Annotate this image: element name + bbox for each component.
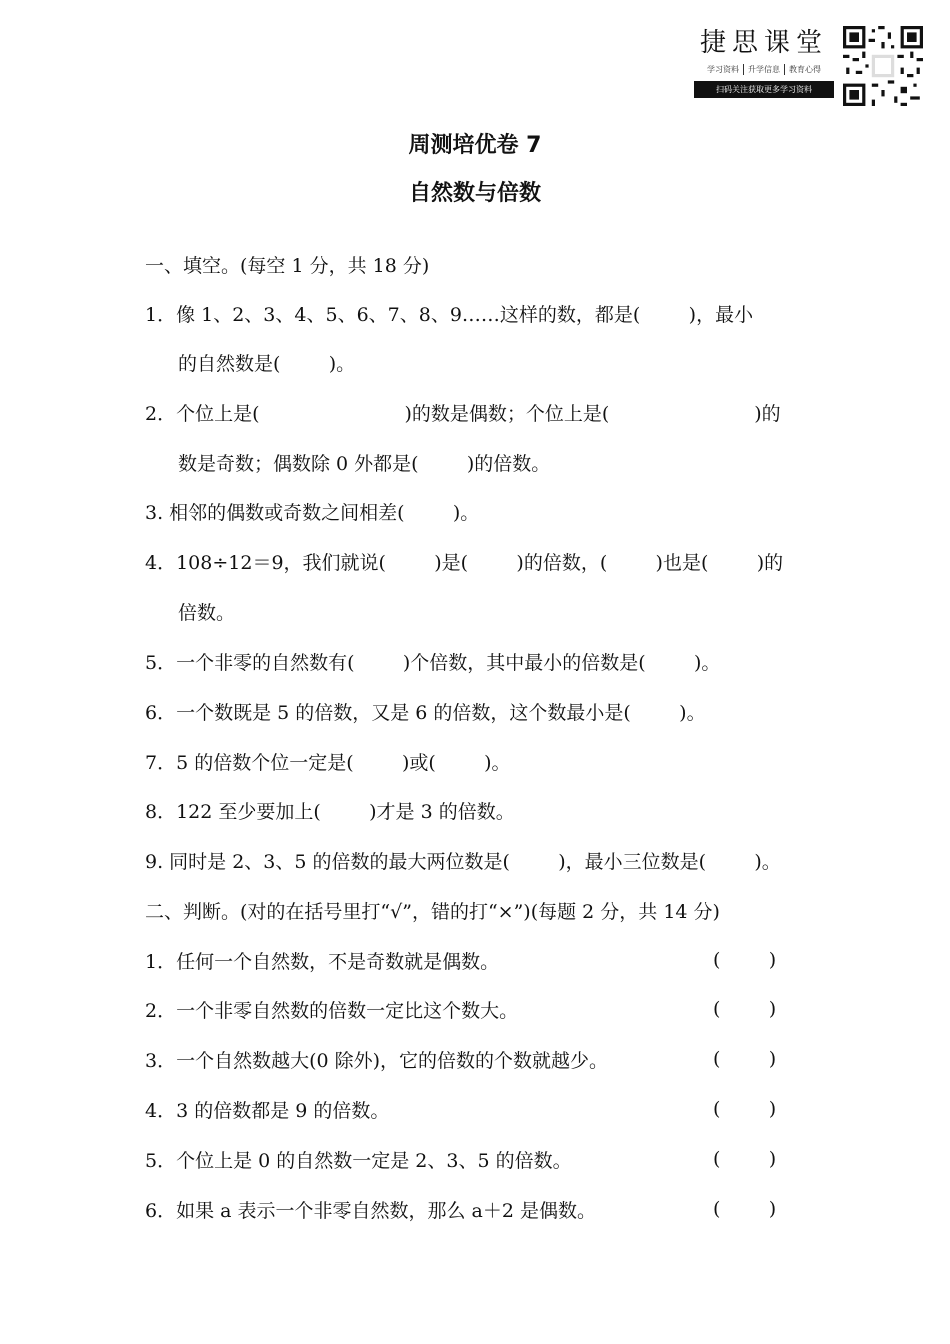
page-subtitle: 自然数与倍数 [408,181,541,206]
question-1-cont: 的自然数是( )。 [178,353,356,375]
question-7: 7．5 的倍数个位一定是( )或( )。 [145,752,511,774]
brand-logo [694,28,834,98]
question-8: 8．122 至少要加上( )才是 3 的倍数。 [145,801,515,823]
question-1: 1．像 1、2、3、4、5、6、7、8、9……这样的数，都是( )，最小 [145,304,754,326]
question-4: 4．108÷12＝9，我们就说( )是( )的倍数，( )也是( )的 [145,552,784,574]
answer-paren[interactable]: ( ) [713,1198,777,1220]
question-9: 9. 同时是 2、3、5 的倍数的最大两位数是( )，最小三位数是( )。 [145,851,781,873]
section2-heading: 二、判断。(对的在括号里打“√”，错的打“×”)(每题 2 分，共 14 分) [145,901,720,923]
qr-code-icon [843,26,923,106]
brand-tag: 学习资料 [707,65,739,74]
answer-paren[interactable]: ( ) [713,1098,777,1120]
brand-tags [694,64,834,75]
brand-tag: 教育心得 [784,64,825,75]
answer-paren[interactable]: ( ) [713,998,777,1020]
answer-paren[interactable]: ( ) [713,949,777,971]
judge-question-4: 4．3 的倍数都是 9 的倍数。 [145,1100,390,1122]
page-title: 周测培优卷 7 [408,133,542,158]
question-5: 5．一个非零的自然数有( )个倍数，其中最小的倍数是( )。 [145,652,721,674]
question-4-cont: 倍数。 [178,602,236,624]
question-2-cont: 数是奇数；偶数除 0 外都是( )的倍数。 [178,453,551,475]
judge-question-1: 1．任何一个自然数，不是奇数就是偶数。 [145,951,500,973]
question-3: 3. 相邻的偶数或奇数之间相差( )。 [145,502,480,524]
brand-name: 捷思课堂 [699,28,828,58]
brand-slogan: 扫码关注获取更多学习资料 [694,81,834,98]
judge-question-6: 6．如果 a 表示一个非零自然数，那么 a＋2 是偶数。 [145,1200,596,1222]
section1-heading: 一、填空。(每空 1 分，共 18 分) [145,255,430,277]
judge-question-3: 3．一个自然数越大(0 除外)，它的倍数的个数就越少。 [145,1050,609,1072]
answer-paren[interactable]: ( ) [713,1148,777,1170]
question-2: 2．个位上是( )的数是偶数；个位上是( )的 [145,403,781,425]
brand-tag: 升学信息 [743,64,784,75]
question-6: 6．一个数既是 5 的倍数，又是 6 的倍数，这个数最小是( )。 [145,702,706,724]
judge-question-5: 5．个位上是 0 的自然数一定是 2、3、5 的倍数。 [145,1150,572,1172]
answer-paren[interactable]: ( ) [713,1048,777,1070]
judge-question-2: 2．一个非零自然数的倍数一定比这个数大。 [145,1000,519,1022]
